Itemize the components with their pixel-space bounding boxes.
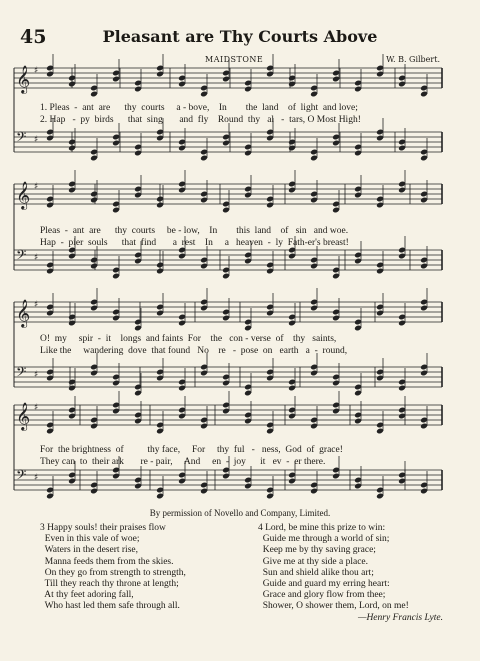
key-sharp: ♯ [34, 403, 39, 413]
lyric-line-4-2: They can to their ark re - pair, And en - joy it ev - er there. [40, 457, 326, 467]
stanza-line: Grace and glory flow from thee; [258, 590, 386, 601]
key-sharp: ♯ [34, 182, 39, 192]
stanza-line: Manna feeds them from the skies. [40, 556, 174, 567]
stanza-line: At thy feet adoring fall, [40, 590, 134, 601]
bass-clef: 𝄢 [16, 129, 27, 148]
lyric-line-3-2: Like the wandering dove that found No re - pose on earth a - round, [40, 346, 348, 356]
treble-clef: 𝄞 [16, 65, 31, 93]
hymn-number: 45 [20, 26, 47, 48]
lyric-line-2-1: Pleas - ant are thy courts be - low, In this land of sin and woe. [40, 226, 349, 236]
stanza-line: Give me at thy side a place. [258, 556, 369, 567]
lyric-line-2-2: Hap - pier souls that find a rest In a heaven - ly Fath-er's breast! [40, 238, 349, 248]
lyric-line-3-1: O! my spir - it longs and faints For the con - verse of thy saints, [40, 334, 337, 344]
stanza-line: Guide and guard my erring heart: [258, 579, 390, 590]
stanza-line: Till they reach thy throne at length; [40, 579, 179, 590]
composer-credit: W. B. Gilbert. [386, 55, 440, 64]
key-sharp: ♯ [34, 473, 39, 483]
lyric-line-1-2: 2. Hap - py birds that sing and fly Round thy al - tars, O Most High! [40, 115, 361, 125]
treble-clef: 𝄞 [16, 299, 31, 327]
lyric-line-1-1: 1. Pleas - ant are thy courts a - bove, In the land of light and love; [40, 103, 358, 113]
stanza-line: Waters in the desert rise, [40, 545, 138, 556]
tune-name: MAIDSTONE [205, 55, 264, 64]
treble-clef: 𝄞 [16, 402, 31, 430]
stanza-line: Keep me by thy saving grace; [258, 545, 376, 556]
stanza-line: 3 Happy souls! their praises flow [40, 523, 166, 533]
key-sharp: ♯ [34, 135, 39, 145]
permission-note: By permission of Novello and Company, Limited. [149, 508, 331, 518]
key-sharp: ♯ [34, 66, 39, 76]
hymn-title: Pleasant are Thy Courts Above [102, 27, 378, 46]
stanza-line: On they go from strength to strength, [40, 567, 186, 578]
key-sharp: ♯ [34, 300, 39, 310]
bass-clef: 𝄢 [16, 247, 27, 266]
stanza-line: Shower, O shower them, Lord, on me! [258, 601, 409, 612]
stanza-line: Sun and shield alike thou art; [258, 567, 374, 578]
bass-clef: 𝄢 [16, 467, 27, 486]
key-sharp: ♯ [34, 253, 39, 263]
author-credit: —Henry Francis Lyte. [358, 612, 443, 623]
key-sharp: ♯ [34, 370, 39, 380]
stanza-4 [258, 523, 443, 624]
stanza-line: Even in this vale of woe; [40, 534, 140, 545]
lyric-line-4-1: For the brightness of thy face, For thy ful - ness, God of grace! [40, 445, 343, 455]
stanza-3 [40, 523, 186, 613]
stanza-line: 4 Lord, be mine this prize to win: [258, 523, 386, 533]
stanza-line: Guide me through a world of sin; [258, 534, 390, 545]
stanza-line: Who hast led them safe through all. [40, 601, 180, 612]
bass-clef: 𝄢 [16, 364, 27, 383]
treble-clef: 𝄞 [16, 181, 31, 209]
